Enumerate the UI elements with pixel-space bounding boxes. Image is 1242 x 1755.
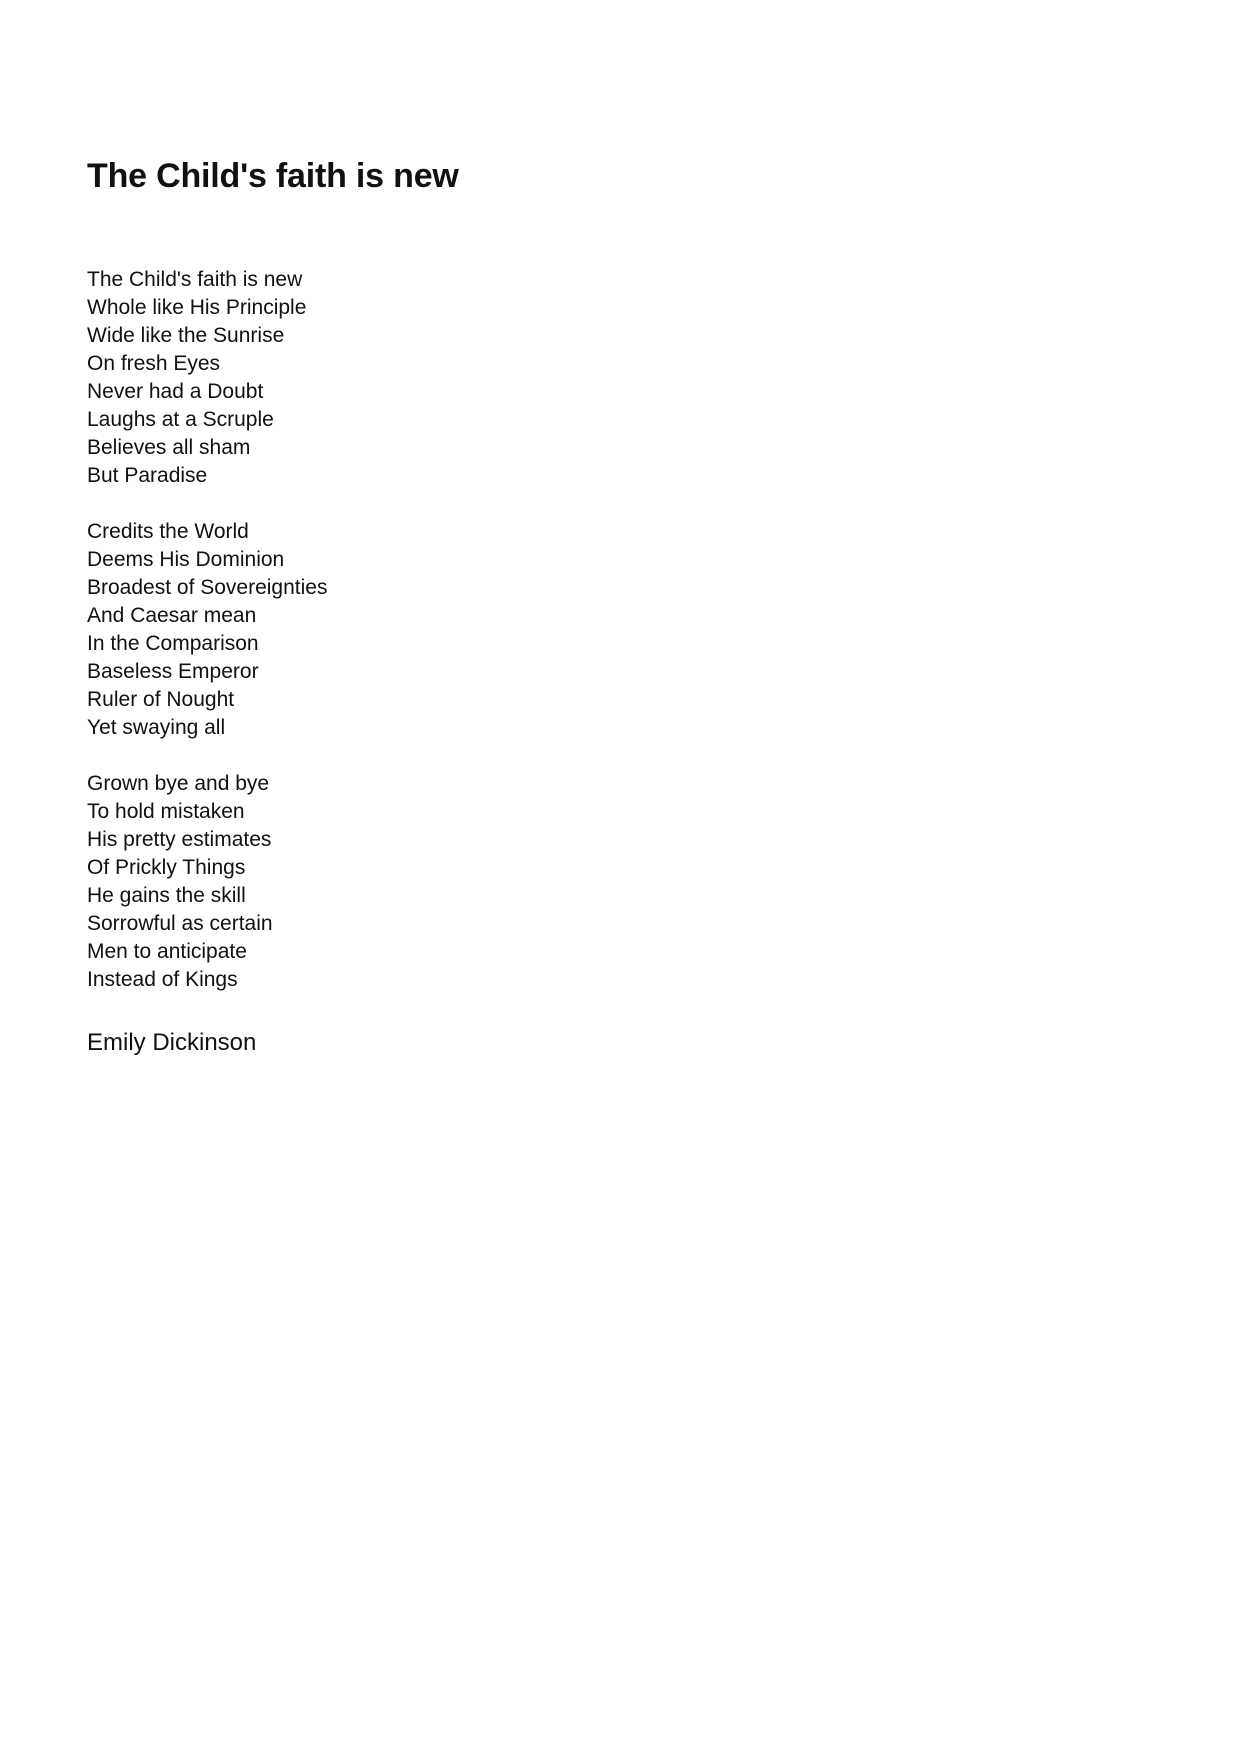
poem-line: Sorrowful as certain (87, 912, 273, 935)
poem-line: Yet swaying all (87, 716, 226, 739)
poem-line: He gains the skill (87, 884, 246, 907)
poem-line: Of Prickly Things (87, 856, 246, 879)
poem-line: Laughs at a Scruple (87, 408, 274, 431)
poem-line: To hold mistaken (87, 800, 245, 823)
poem-line: The Child's faith is new (87, 268, 303, 291)
poem-line: His pretty estimates (87, 828, 272, 851)
document-page (87, 150, 1147, 1060)
poem-line: Ruler of Nought (87, 688, 235, 711)
stanza-3 (87, 770, 1147, 994)
poem-line: Baseless Emperor (87, 660, 259, 683)
poem-line: Instead of Kings (87, 968, 238, 991)
poem-line: In the Comparison (87, 632, 259, 655)
poem-line: Credits the World (87, 520, 249, 543)
poem-line: Never had a Doubt (87, 380, 264, 403)
poem-line: Believes all sham (87, 436, 251, 459)
poem-line: Grown bye and bye (87, 772, 270, 795)
poem-body (87, 266, 1147, 994)
author-name: Emily Dickinson (87, 1029, 257, 1056)
poem-line: On fresh Eyes (87, 352, 221, 375)
poem-line: Wide like the Sunrise (87, 324, 285, 347)
stanza-2 (87, 518, 1147, 742)
stanza-1 (87, 266, 1147, 490)
poem-line: Men to anticipate (87, 940, 247, 963)
poem-line: Deems His Dominion (87, 548, 285, 571)
poem-line: And Caesar mean (87, 604, 257, 627)
poem-title: The Child's faith is new (87, 157, 459, 195)
poem-line: But Paradise (87, 464, 208, 487)
poem-line: Broadest of Sovereignties (87, 576, 328, 599)
poem-line: Whole like His Principle (87, 296, 307, 319)
